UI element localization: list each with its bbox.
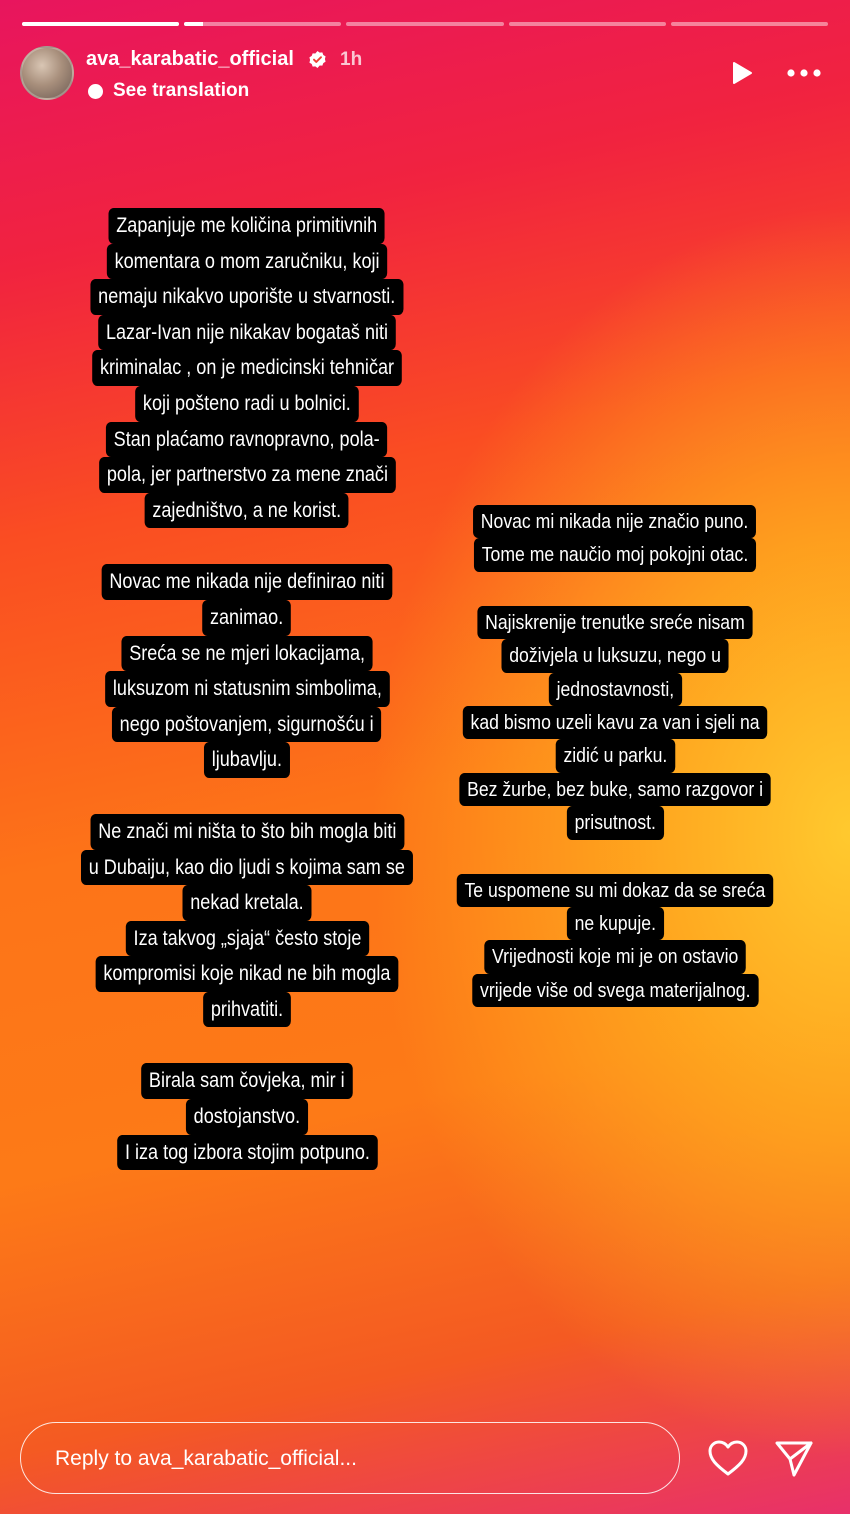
heart-icon[interactable]	[706, 1438, 750, 1478]
story-text-line: Bez žurbe, bez buke, samo razgovor i	[459, 773, 770, 806]
story-text-line: luksuzom ni statusnim simbolima,	[105, 671, 389, 707]
story-text-line: Te uspomene su mi dokaz da se sreća	[457, 874, 773, 907]
story-text-line: Lazar-Ivan nije nikakav bogataš niti	[98, 315, 396, 351]
progress-segment	[671, 22, 828, 26]
story-text-line: komentara o mom zaručniku, koji	[107, 244, 387, 280]
story-text-line: prisutnost.	[567, 806, 664, 839]
story-text-line: kad bismo uzeli kavu za van i sjeli na	[463, 706, 768, 739]
story-text-line: pola, jer partnerstvo za mene znači	[99, 457, 396, 493]
story-text-line: Birala sam čovjeka, mir i	[141, 1063, 352, 1099]
story-text-line: zidić u parku.	[555, 739, 674, 772]
username[interactable]: ava_karabatic_official	[86, 48, 294, 70]
play-icon[interactable]	[730, 60, 754, 86]
send-icon[interactable]	[772, 1436, 816, 1480]
story-text-line: kriminalac , on je medicinski tehničar	[92, 350, 402, 386]
story-text-line: ljubavlju.	[204, 742, 290, 778]
story-text-line: koji pošteno radi u bolnici.	[135, 386, 358, 422]
reply-input[interactable]	[20, 1422, 680, 1494]
story-text-line: nego poštovanjem, sigurnošću i	[112, 707, 381, 743]
story-text-line: u Dubaiju, kao dio ljudi s kojima sam se	[81, 850, 413, 886]
story-text-line: doživjela u luksuzu, nego u	[501, 639, 728, 672]
story-text-line: dostojanstvo.	[186, 1099, 308, 1135]
progress-segment	[346, 22, 503, 26]
story-text-line: Sreća se ne mjeri lokacijama,	[121, 636, 372, 672]
story-text-line: zajedništvo, a ne korist.	[145, 493, 349, 529]
see-translation-link[interactable]	[88, 80, 249, 102]
progress-fill	[184, 22, 203, 26]
story-text-line: I iza tog izbora stojim potpuno.	[117, 1135, 377, 1171]
story-text-block	[450, 505, 779, 572]
story-text-line: Zapanjuje me količina primitivnih	[109, 208, 385, 244]
see-translation-label: See translation	[113, 80, 250, 101]
story-text-block	[54, 814, 440, 1028]
story-text-line: kompromisi koje nikad ne bih mogla	[96, 956, 399, 992]
story-text-line: Ne znači mi ništa to što bih mogla biti	[90, 814, 404, 850]
story-text-block	[78, 564, 416, 778]
story-header	[20, 44, 830, 104]
verified-badge-icon	[308, 50, 327, 69]
story-text-right-column	[446, 505, 784, 1041]
story-text-block	[434, 606, 796, 840]
story-text-block	[65, 208, 429, 528]
story-text-line: Novac mi nikada nije značio puno.	[473, 505, 756, 538]
story-text-line: Tome me naučio moj pokojni otac.	[474, 538, 756, 571]
story-text-block	[96, 1063, 399, 1170]
story-text-block	[431, 874, 799, 1008]
avatar[interactable]	[20, 46, 74, 100]
progress-segment	[22, 22, 179, 26]
story-text-line: nemaju nikakvo uporište u stvarnosti.	[91, 279, 404, 315]
story-text-line: Novac me nikada nije definirao niti	[102, 564, 393, 600]
translate-icon	[88, 84, 103, 99]
story-text-line: Najiskrenije trenutke sreće nisam	[477, 606, 752, 639]
story-text-line: zanimao.	[203, 600, 292, 636]
story-text-line: jednostavnosti,	[548, 673, 681, 706]
story-text-left-column	[62, 208, 432, 1206]
story-text-line: prihvatiti.	[203, 992, 291, 1028]
progress-segment	[509, 22, 666, 26]
story-text-line: ne kupuje.	[567, 907, 664, 940]
story-text-line: Vrijednosti koje mi je on ostavio	[484, 940, 746, 973]
story-text-line: vrijede više od svega materijalnog.	[472, 974, 758, 1007]
reply-placeholder: Reply to ava_karabatic_official...	[55, 1447, 357, 1470]
story-progress-bar	[22, 22, 828, 26]
progress-fill	[22, 22, 179, 26]
story-text-line: nekad kretala.	[183, 885, 312, 921]
progress-segment	[184, 22, 341, 26]
more-icon[interactable]	[786, 66, 822, 80]
story-text-line: Stan plaćamo ravnopravno, pola-	[106, 422, 388, 458]
post-time: 1h	[340, 49, 363, 70]
story-text-line: Iza takvog „sjaja“ često stoje	[125, 921, 368, 957]
